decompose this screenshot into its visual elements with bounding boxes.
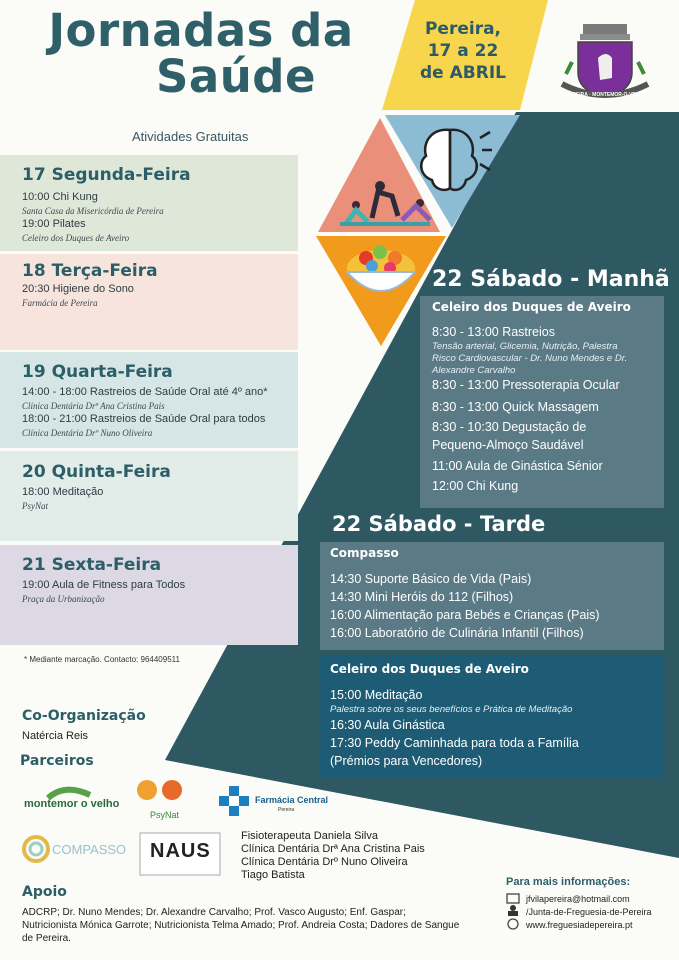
- saturday-morning-box: [420, 296, 664, 508]
- event: 16:00 Laboratório de Culinária Infantil (Filhos): [330, 626, 584, 640]
- event-detail: Tensão arterial, Glicemia, Nutrição, Palestra Risco Cardiovascular - Dr. Nuno Mendes e Dr. Alexandre Carvalho: [432, 341, 628, 376]
- celeiro-afternoon-box: [320, 655, 664, 777]
- partner-name: Tiago Batista: [241, 869, 305, 881]
- day-thursday: [0, 455, 298, 513]
- activity: 14:00 - 18:00 Rastreios de Saúde Oral até 4º ano*: [22, 386, 268, 398]
- contact-facebook[interactable]: /Junta-de-Freguesia-de-Pereira: [526, 907, 652, 917]
- partners-heading: Parceiros: [20, 753, 94, 769]
- event: 8:30 - 13:00 Rastreios: [432, 325, 555, 339]
- co-org-heading: Co-Organização: [22, 708, 146, 724]
- event: 16:00 Alimentação para Bebés e Crianças (Pais): [330, 608, 600, 622]
- activity: 19:00 Pilates: [22, 218, 86, 230]
- activity: 10:00 Chi Kung: [22, 191, 98, 203]
- date-line: 17 a 22: [427, 41, 499, 61]
- globe-icon: [508, 919, 518, 929]
- month-line: de ABRIL: [420, 63, 506, 83]
- location: Clínica Dentária Drª Ana Cristina Pais: [22, 401, 165, 411]
- title-line-2: Saúde: [155, 50, 317, 103]
- support-text: ADCRP; Dr. Nuno Mendes; Dr. Alexandre Carvalho; Prof. Vasco Augusto; Enf. Gaspar; Nutricionista Mónica Garrote; Nutricionista Telma Amado; Prof. Andreia Costa; Dadores de Sangue de Pereira.: [22, 907, 460, 944]
- compasso-logo-circle: [24, 837, 48, 861]
- saturday-morning-title: 22 Sábado - Manhã: [432, 267, 670, 292]
- event: 16:30 Aula Ginástica: [330, 718, 445, 732]
- crest-emblem: [562, 24, 648, 96]
- location: Farmácia de Pereira: [22, 298, 98, 308]
- location: Clínica Dentária Drº Nuno Oliveira: [22, 428, 153, 438]
- montemor-logo-shape: [48, 790, 90, 798]
- activity: 18:00 Meditação: [22, 486, 104, 498]
- day-title: 17 Segunda-Feira: [22, 165, 191, 185]
- event: 8:30 - 13:00 Quick Massagem: [432, 400, 599, 414]
- day-monday: [0, 158, 298, 252]
- event: 14:30 Suporte Básico de Vida (Pais): [330, 572, 532, 586]
- partner-name: Clínica Dentária Drª Ana Cristina Pais: [241, 843, 425, 855]
- location: PsyNat: [22, 501, 48, 511]
- montemor-logo: montemor o velho: [24, 798, 120, 810]
- day-title: 20 Quinta-Feira: [22, 462, 171, 482]
- pharmacy-logo-text: Farmácia Central: [255, 795, 329, 805]
- event: 11:00 Aula de Ginástica Sénior: [432, 459, 603, 473]
- event-detail: Palestra sobre os seus benefícios e Prática de Meditação: [330, 704, 573, 715]
- saturday-afternoon-title: 22 Sábado - Tarde: [332, 512, 546, 536]
- venue-heading: Celeiro dos Duques de Aveiro: [432, 300, 631, 314]
- co-org-name: Natércia Reis: [22, 730, 89, 742]
- day-title: 21 Sexta-Feira: [22, 555, 162, 575]
- psynat-logo-text: PsyNat: [150, 810, 180, 820]
- naus-logo-text: NAUS: [150, 840, 211, 862]
- compasso-box: [320, 542, 664, 650]
- day-title: 19 Quarta-Feira: [22, 362, 173, 382]
- activity: 18:00 - 21:00 Rastreios de Saúde Oral para todos: [22, 413, 266, 425]
- contact-website[interactable]: www.freguesiadepereira.pt: [526, 920, 633, 930]
- event: 15:00 Meditação: [330, 688, 423, 702]
- place-date-label: [408, 18, 518, 84]
- contact-email[interactable]: jfvilapereira@hotmail.com: [526, 894, 630, 904]
- venue-heading: Compasso: [330, 546, 399, 560]
- pharmacy-logo-sub: Pereira: [278, 807, 295, 813]
- location: Praça da Urbanização: [22, 594, 105, 604]
- partner-name: Clínica Dentária Drº Nuno Oliveira: [241, 856, 408, 868]
- email-icon: [507, 894, 519, 903]
- crest-caption: PEREIRA · MONTEMOR-O-VELHO: [565, 92, 647, 98]
- day-friday: [0, 548, 298, 606]
- page-title: [36, 4, 366, 103]
- psynat-logo: [137, 780, 157, 800]
- event: 8:30 - 13:00 Pressoterapia Ocular: [432, 378, 620, 392]
- subtitle: Atividades Gratuitas: [132, 129, 249, 144]
- other-partners: [241, 830, 425, 882]
- title-line-1: Jornadas da: [48, 4, 354, 57]
- event: 14:30 Mini Heróis do 112 (Filhos): [330, 590, 514, 604]
- location: Celeiro dos Duques de Aveiro: [22, 233, 130, 243]
- day-title: 18 Terça-Feira: [22, 261, 158, 281]
- person-icon: [510, 905, 516, 911]
- day-wednesday: [0, 355, 298, 440]
- partner-name: Fisioterapeuta Daniela Silva: [241, 830, 378, 842]
- place-line: Pereira,: [424, 19, 502, 39]
- support-heading: Apoio: [22, 884, 67, 900]
- day-tuesday: [0, 254, 298, 310]
- activity: 20:30 Higiene do Sono: [22, 283, 134, 295]
- event: 12:00 Chi Kung: [432, 479, 519, 493]
- activity: 19:00 Aula de Fitness para Todos: [22, 579, 186, 591]
- contacts-heading: Para mais informações:: [506, 876, 631, 888]
- booking-note: * Mediante marcação. Contacto: 964409511: [24, 655, 180, 664]
- event: 17:30 Peddy Caminhada para toda a Família (Prémios para Vencedores): [330, 736, 579, 768]
- location: Santa Casa da Misericórdia de Pereira: [22, 206, 164, 216]
- compasso-logo-text: COMPASSO: [52, 842, 127, 857]
- venue-heading: Celeiro dos Duques de Aveiro: [330, 662, 529, 676]
- event: 8:30 - 10:30 Degustação de Pequeno-Almoço Saudável: [432, 420, 587, 452]
